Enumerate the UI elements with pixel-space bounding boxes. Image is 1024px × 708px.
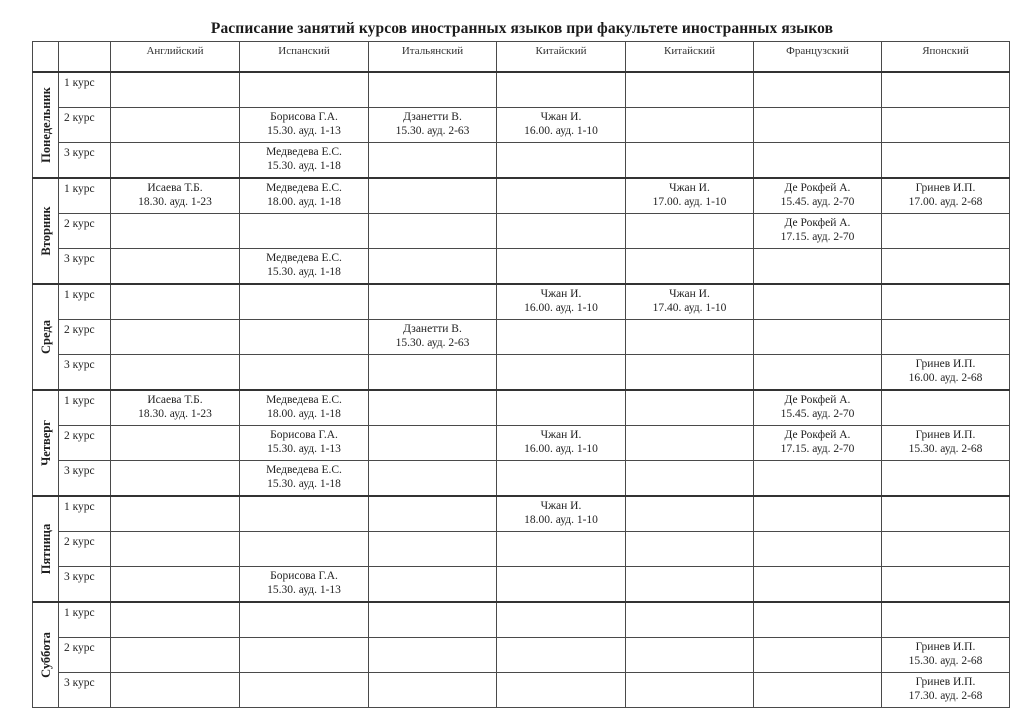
schedule-cell [626, 143, 754, 179]
teacher-name: Де Рокфей А. [784, 182, 851, 194]
schedule-cell [240, 108, 369, 143]
schedule-cell [626, 108, 754, 143]
teacher-name: Чжан И. [540, 500, 582, 512]
schedule-cell [369, 249, 497, 285]
schedule-row [33, 178, 1010, 214]
schedule-row [33, 426, 1010, 461]
course-label: 2 курс [59, 638, 111, 673]
class-time-room: 16.00. ауд. 1-10 [524, 125, 598, 137]
course-label: 1 курс [59, 72, 111, 108]
schedule-row [33, 638, 1010, 673]
schedule-cell [754, 178, 882, 214]
teacher-name: Чжан И. [540, 111, 582, 123]
schedule-cell [497, 143, 626, 179]
teacher-name: Чжан И. [669, 182, 710, 194]
schedule-cell [111, 567, 240, 603]
class-time-room: 16.00. ауд. 1-10 [524, 443, 598, 455]
schedule-cell [754, 249, 882, 285]
schedule-cell [497, 178, 626, 214]
schedule-cell [497, 320, 626, 355]
schedule-cell [240, 249, 369, 285]
schedule-row [33, 496, 1010, 532]
schedule-cell [240, 214, 369, 249]
header-row [33, 42, 1010, 73]
schedule-cell [240, 496, 369, 532]
schedule-cell [882, 461, 1010, 497]
schedule-cell [369, 320, 497, 355]
schedule-cell [240, 320, 369, 355]
schedule-cell [882, 320, 1010, 355]
schedule-cell [754, 143, 882, 179]
teacher-name: Медведева Е.С. [266, 146, 342, 158]
class-time-room: 15.30. ауд. 2-68 [908, 443, 983, 455]
schedule-cell [882, 673, 1010, 708]
day-cell [33, 390, 59, 496]
class-time-room: 15.30. ауд. 1-18 [267, 266, 341, 278]
schedule-cell [754, 214, 882, 249]
schedule-cell [497, 567, 626, 603]
teacher-name: Чжан И. [540, 288, 582, 300]
schedule-cell [882, 390, 1010, 426]
class-time-room: 18.00. ауд. 1-18 [267, 408, 341, 420]
schedule-cell [369, 461, 497, 497]
schedule-cell [497, 72, 626, 108]
schedule-cell [626, 602, 754, 638]
teacher-name: Медведева Е.С. [266, 464, 342, 476]
schedule-cell [882, 143, 1010, 179]
day-label: Понедельник [38, 87, 53, 163]
schedule-cell [882, 567, 1010, 603]
header-language: Французский [754, 42, 882, 73]
header-language: Английский [111, 42, 240, 73]
class-time-room: 17.00. ауд. 1-10 [652, 196, 727, 208]
schedule-cell [626, 461, 754, 497]
header-corner [33, 42, 59, 73]
teacher-name: Дзанетти В. [403, 111, 462, 123]
course-label: 1 курс [59, 390, 111, 426]
day-cell [33, 72, 59, 178]
teacher-name: Чжан И. [540, 429, 582, 441]
day-cell [33, 496, 59, 602]
schedule-cell [497, 673, 626, 708]
course-label: 1 курс [59, 284, 111, 320]
schedule-cell [626, 390, 754, 426]
schedule-cell [111, 602, 240, 638]
course-label: 3 курс [59, 249, 111, 285]
class-time-room: 15.30. ауд. 1-18 [267, 160, 341, 172]
schedule-cell [240, 72, 369, 108]
day-cell [33, 178, 59, 284]
schedule-cell [497, 496, 626, 532]
schedule-cell [497, 249, 626, 285]
schedule-cell [882, 284, 1010, 320]
header-language: Испанский [240, 42, 369, 73]
class-time-room: 17.40. ауд. 1-10 [652, 302, 727, 314]
class-time-room: 15.30. ауд. 2-63 [395, 125, 470, 137]
schedule-cell [111, 249, 240, 285]
class-time-room: 16.00. ауд. 1-10 [524, 302, 598, 314]
schedule-cell [369, 355, 497, 391]
day-label: Суббота [38, 632, 53, 678]
teacher-name: Гринев И.П. [915, 676, 976, 688]
schedule-row [33, 249, 1010, 285]
teacher-name: Исаева Т.Б. [147, 394, 203, 406]
teacher-name: Де Рокфей А. [784, 217, 851, 229]
schedule-cell [111, 532, 240, 567]
schedule-cell [111, 320, 240, 355]
header-language: Китайский [626, 42, 754, 73]
class-time-room: 18.30. ауд. 1-23 [138, 408, 212, 420]
schedule-cell [882, 638, 1010, 673]
schedule-cell [882, 178, 1010, 214]
class-time-room: 15.45. ауд. 2-70 [780, 196, 855, 208]
schedule-cell [882, 602, 1010, 638]
teacher-name: Медведева Е.С. [266, 394, 342, 406]
course-label: 3 курс [59, 673, 111, 708]
schedule-cell [240, 178, 369, 214]
schedule-cell [369, 673, 497, 708]
schedule-cell [240, 143, 369, 179]
schedule-cell [240, 532, 369, 567]
schedule-cell [240, 567, 369, 603]
schedule-cell [754, 638, 882, 673]
teacher-name: Чжан И. [669, 288, 710, 300]
teacher-name: Борисова Г.А. [270, 111, 338, 123]
course-label: 2 курс [59, 532, 111, 567]
schedule-cell [111, 108, 240, 143]
teacher-name: Медведева Е.С. [266, 182, 342, 194]
schedule-cell [111, 143, 240, 179]
schedule-cell [111, 461, 240, 497]
schedule-cell [626, 426, 754, 461]
schedule-cell [240, 638, 369, 673]
schedule-cell [369, 214, 497, 249]
schedule-cell [111, 284, 240, 320]
schedule-cell [369, 143, 497, 179]
class-time-room: 15.30. ауд. 2-68 [908, 655, 983, 667]
schedule-row [33, 143, 1010, 179]
schedule-cell [497, 461, 626, 497]
class-time-room: 15.30. ауд. 2-63 [395, 337, 470, 349]
teacher-name: Гринев И.П. [915, 429, 976, 441]
schedule-cell [369, 108, 497, 143]
schedule-row [33, 108, 1010, 143]
schedule-cell [369, 532, 497, 567]
schedule-cell [626, 567, 754, 603]
schedule-cell [754, 496, 882, 532]
schedule-cell [111, 72, 240, 108]
teacher-name: Медведева Е.С. [266, 252, 342, 264]
schedule-cell [882, 496, 1010, 532]
schedule-cell [754, 532, 882, 567]
schedule-cell [754, 673, 882, 708]
schedule-cell [240, 673, 369, 708]
course-label: 2 курс [59, 214, 111, 249]
schedule-cell [754, 426, 882, 461]
schedule-cell [497, 108, 626, 143]
schedule-cell [754, 567, 882, 603]
day-label: Пятница [38, 523, 53, 575]
schedule-row [33, 355, 1010, 391]
class-time-room: 17.15. ауд. 2-70 [780, 231, 855, 243]
schedule-cell [111, 496, 240, 532]
teacher-name: Гринев И.П. [915, 182, 976, 194]
teacher-name: Борисова Г.А. [270, 570, 338, 582]
schedule-cell [369, 602, 497, 638]
schedule-cell [497, 532, 626, 567]
schedule-cell [111, 390, 240, 426]
schedule-cell [497, 390, 626, 426]
course-label: 3 курс [59, 143, 111, 179]
schedule-cell [626, 214, 754, 249]
schedule-cell [626, 355, 754, 391]
schedule-cell [882, 72, 1010, 108]
course-label: 3 курс [59, 355, 111, 391]
class-time-room: 15.30. ауд. 1-13 [267, 125, 341, 137]
schedule-table [32, 41, 1010, 708]
schedule-cell [497, 426, 626, 461]
schedule-cell [111, 426, 240, 461]
teacher-name: Исаева Т.Б. [147, 182, 203, 194]
schedule-row [33, 532, 1010, 567]
schedule-cell [369, 284, 497, 320]
schedule-cell [754, 355, 882, 391]
class-time-room: 17.30. ауд. 2-68 [908, 690, 983, 702]
teacher-name: Де Рокфей А. [784, 394, 851, 406]
course-label: 1 курс [59, 178, 111, 214]
schedule-row [33, 72, 1010, 108]
schedule-row [33, 461, 1010, 497]
class-time-room: 18.30. ауд. 1-23 [138, 196, 212, 208]
schedule-cell [369, 567, 497, 603]
schedule-cell [369, 426, 497, 461]
schedule-cell [882, 108, 1010, 143]
schedule-row [33, 602, 1010, 638]
schedule-cell [626, 284, 754, 320]
schedule-cell [369, 638, 497, 673]
header-course [59, 42, 111, 73]
schedule-row [33, 390, 1010, 426]
schedule-cell [626, 72, 754, 108]
course-label: 3 курс [59, 461, 111, 497]
schedule-cell [882, 355, 1010, 391]
schedule-cell [882, 249, 1010, 285]
schedule-cell [369, 496, 497, 532]
schedule-cell [369, 72, 497, 108]
course-label: 2 курс [59, 426, 111, 461]
class-time-room: 15.45. ауд. 2-70 [780, 408, 855, 420]
schedule-cell [626, 532, 754, 567]
schedule-cell [626, 638, 754, 673]
schedule-cell [754, 390, 882, 426]
schedule-cell [240, 355, 369, 391]
header-language: Китайский [497, 42, 626, 73]
schedule-cell [882, 214, 1010, 249]
schedule-row [33, 214, 1010, 249]
schedule-cell [240, 284, 369, 320]
schedule-cell [369, 390, 497, 426]
schedule-cell [497, 284, 626, 320]
schedule-cell [754, 320, 882, 355]
header-language: Японский [882, 42, 1010, 73]
schedule-cell [111, 355, 240, 391]
course-label: 2 курс [59, 320, 111, 355]
class-time-room: 15.30. ауд. 1-13 [267, 584, 341, 596]
header-language: Итальянский [369, 42, 497, 73]
schedule-cell [754, 461, 882, 497]
day-cell [33, 602, 59, 708]
schedule-cell [497, 214, 626, 249]
schedule-cell [111, 638, 240, 673]
schedule-cell [754, 72, 882, 108]
schedule-row [33, 567, 1010, 603]
class-time-room: 15.30. ауд. 1-18 [267, 478, 341, 490]
class-time-room: 18.00. ауд. 1-10 [524, 514, 598, 526]
course-label: 1 курс [59, 496, 111, 532]
schedule-cell [626, 249, 754, 285]
class-time-room: 15.30. ауд. 1-13 [267, 443, 341, 455]
schedule-cell [882, 532, 1010, 567]
schedule-cell [754, 108, 882, 143]
teacher-name: Борисова Г.А. [270, 429, 338, 441]
class-time-room: 16.00. ауд. 2-68 [908, 372, 983, 384]
day-label: Среда [38, 320, 53, 354]
teacher-name: Дзанетти В. [403, 323, 462, 335]
course-label: 3 курс [59, 567, 111, 603]
schedule-cell [754, 284, 882, 320]
schedule-cell [497, 602, 626, 638]
schedule-row [33, 320, 1010, 355]
teacher-name: Де Рокфей А. [784, 429, 851, 441]
schedule-cell [111, 673, 240, 708]
schedule-cell [497, 355, 626, 391]
schedule-cell [240, 461, 369, 497]
schedule-row [33, 284, 1010, 320]
schedule-cell [369, 178, 497, 214]
schedule-cell [111, 178, 240, 214]
schedule-cell [626, 673, 754, 708]
schedule-cell [754, 602, 882, 638]
schedule-body [33, 72, 1010, 708]
schedule-cell [111, 214, 240, 249]
class-time-room: 17.00. ауд. 2-68 [908, 196, 983, 208]
class-time-room: 17.15. ауд. 2-70 [780, 443, 855, 455]
schedule-cell [626, 178, 754, 214]
course-label: 1 курс [59, 602, 111, 638]
schedule-cell [240, 390, 369, 426]
schedule-cell [626, 496, 754, 532]
day-label: Четверг [38, 420, 53, 466]
day-label: Вторник [38, 206, 53, 256]
schedule-cell [240, 426, 369, 461]
class-time-room: 18.00. ауд. 1-18 [267, 196, 341, 208]
course-label: 2 курс [59, 108, 111, 143]
page-title: Расписание занятий курсов иностранных языков при факультете иностранных языков [210, 20, 834, 37]
schedule-cell [240, 602, 369, 638]
teacher-name: Гринев И.П. [915, 641, 976, 653]
day-cell [33, 284, 59, 390]
schedule-cell [497, 638, 626, 673]
schedule-cell [882, 426, 1010, 461]
schedule-row [33, 673, 1010, 708]
teacher-name: Гринев И.П. [915, 358, 976, 370]
schedule-cell [626, 320, 754, 355]
